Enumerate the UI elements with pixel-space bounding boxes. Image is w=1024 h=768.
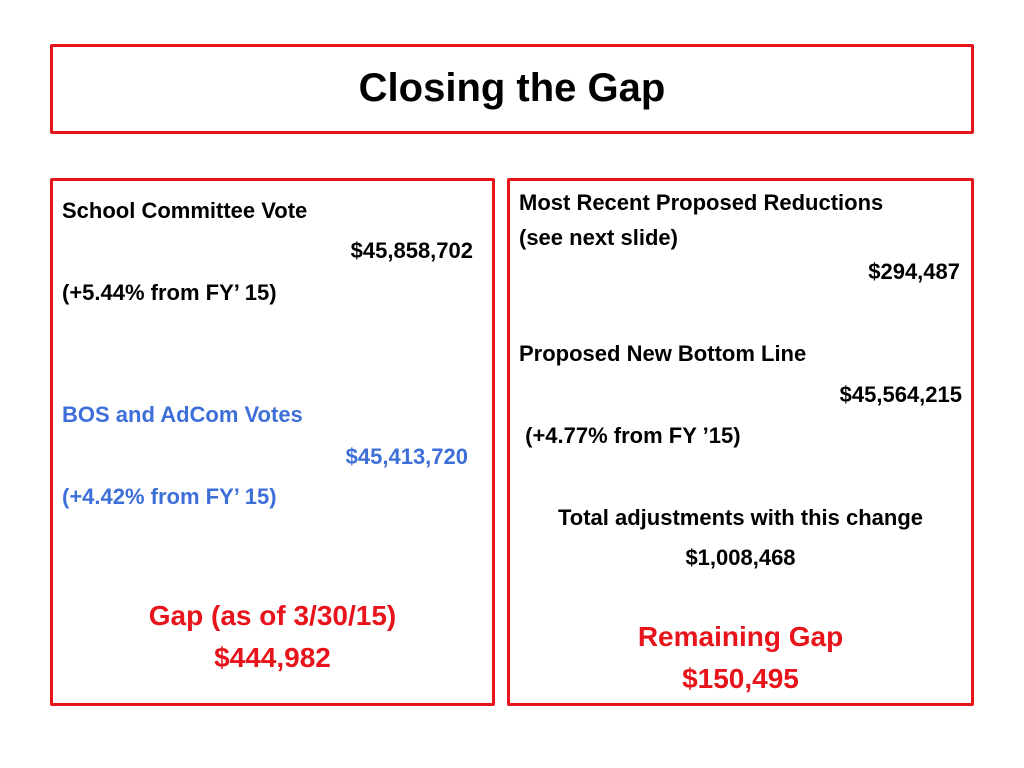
reductions-label-line2: (see next slide) bbox=[519, 225, 678, 250]
remaining-gap-amount: $150,495 bbox=[682, 663, 799, 694]
adjustments-amount: $1,008,468 bbox=[685, 545, 796, 570]
bottom-line-change: (+4.77% from FY ’15) bbox=[519, 423, 741, 448]
gap-amount: $444,982 bbox=[214, 642, 331, 673]
school-committee-label: School Committee Vote bbox=[62, 198, 308, 223]
bos-change: (+4.42% from FY’ 15) bbox=[62, 484, 277, 509]
gap-label: Gap (as of 3/30/15) bbox=[148, 600, 397, 631]
reductions-label-line1: Most Recent Proposed Reductions bbox=[519, 190, 884, 215]
adjustments-label: Total adjustments with this change bbox=[557, 505, 924, 530]
bos-label: BOS and AdCom Votes bbox=[62, 402, 303, 427]
bottom-line-label: Proposed New Bottom Line bbox=[519, 341, 807, 366]
bos-amount: $45,413,720 bbox=[345, 444, 468, 469]
school-committee-amount: $45,858,702 bbox=[350, 238, 473, 263]
remaining-gap-label: Remaining Gap bbox=[637, 621, 844, 652]
slide-title: Closing the Gap bbox=[358, 66, 666, 110]
bottom-line-amount: $45,564,215 bbox=[839, 382, 962, 407]
reductions-amount: $294,487 bbox=[868, 259, 960, 284]
school-committee-change: (+5.44% from FY’ 15) bbox=[62, 280, 277, 305]
